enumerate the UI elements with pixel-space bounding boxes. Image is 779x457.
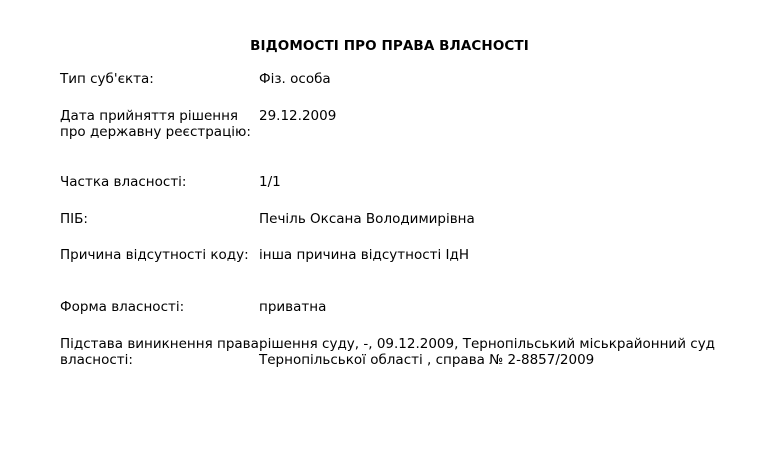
field-label: Частка власності: — [60, 174, 187, 190]
field-value: рішення суду, -, 09.12.2009, Тернопільський міськрайонний суд Тернопільської області , справа № 2-8857/2009 — [259, 336, 716, 368]
field-label: Підстава виникнення права власності: — [60, 336, 259, 368]
field-label: Дата прийняття рішення про державну реєстрацію: — [60, 108, 251, 140]
field-row-ownership-share — [60, 174, 719, 190]
field-row-ownership-basis — [60, 336, 719, 368]
field-value: приватна — [259, 299, 327, 315]
field-label: ПІБ: — [60, 211, 88, 227]
field-label: Форма власності: — [60, 299, 185, 315]
field-row-subject-type — [60, 71, 719, 87]
field-value: інша причина відсутності ІдН — [259, 247, 470, 263]
field-label: Причина відсутності коду: — [60, 247, 249, 263]
field-value: Печіль Оксана Володимирівна — [259, 211, 475, 227]
field-row-ownership-form — [60, 299, 719, 315]
field-row-decision-date — [60, 108, 719, 140]
field-value: Фіз. особа — [259, 71, 331, 87]
field-row-missing-code-reason — [60, 247, 719, 263]
field-label: Тип суб'єкта: — [60, 71, 154, 87]
field-value: 29.12.2009 — [259, 108, 337, 124]
document-title: ВІДОМОСТІ ПРО ПРАВА ВЛАСНОСТІ — [250, 38, 529, 54]
field-row-full-name — [60, 211, 719, 227]
field-value: 1/1 — [259, 174, 281, 190]
